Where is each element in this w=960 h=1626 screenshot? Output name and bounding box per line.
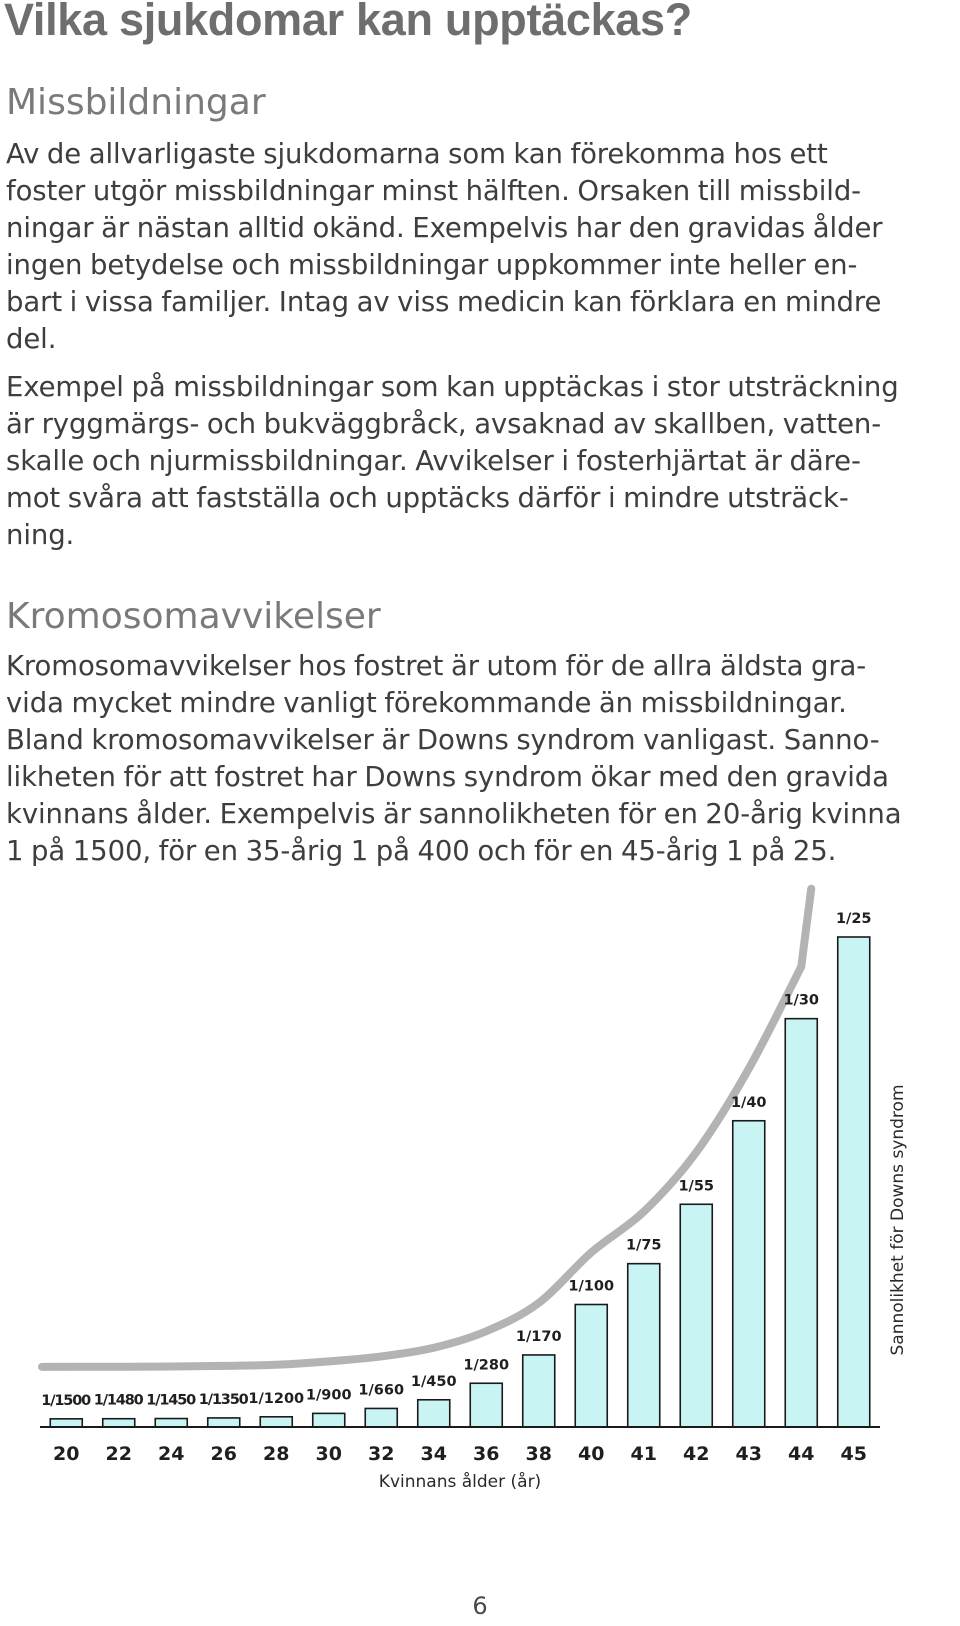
value-label-age-30: 1/900 — [305, 1387, 352, 1404]
bar-age-41 — [628, 1264, 660, 1427]
value-label-age-43: 1/40 — [730, 1094, 767, 1111]
x-tick-label-30: 30 — [315, 1443, 342, 1465]
heading-kromosomavvikelser: Kromosomavvikelser — [6, 596, 381, 637]
value-label-age-28: 1/1200 — [248, 1390, 305, 1407]
text-line: likheten för att fostret har Downs syndrom ökar med den gravida — [6, 761, 889, 793]
value-label-age-22: 1/1480 — [93, 1392, 144, 1409]
x-tick-label-28: 28 — [263, 1443, 290, 1465]
value-label-age-26: 1/1350 — [198, 1391, 249, 1408]
bar-age-24 — [155, 1419, 187, 1427]
text-line: ingen betydelse och missbildningar uppkommer inte heller en- — [6, 249, 858, 281]
bar-age-36 — [470, 1383, 502, 1427]
text-line: Bland kromosomavvikelser är Downs syndrom vanligast. Sanno- — [6, 724, 880, 756]
value-label-age-40: 1/100 — [568, 1278, 615, 1295]
x-axis-label: Kvinnans ålder (år) — [378, 1472, 542, 1492]
text-line: mot svåra att fastställa och upptäcks därför i mindre utsträck- — [6, 482, 849, 514]
text-line: Kromosomavvikelser hos fostret är utom för de allra äldsta gra- — [6, 650, 867, 682]
heading-missbildningar: Missbildningar — [6, 82, 266, 123]
bars-group — [50, 937, 870, 1427]
x-tick-label-45: 45 — [840, 1443, 867, 1465]
text-line: del. — [6, 323, 57, 355]
text-line: vida mycket mindre vanligt förekommande än missbildningar. — [6, 687, 847, 719]
x-tick-label-43: 43 — [735, 1443, 762, 1465]
value-label-age-42: 1/55 — [678, 1178, 715, 1195]
text-line: foster utgör missbildningar minst hälften. Orsaken till missbild- — [6, 175, 862, 207]
paragraph-missbildningar-1 — [6, 136, 956, 358]
paragraph-kromosomavvikelser — [6, 648, 956, 870]
x-tick-label-41: 41 — [630, 1443, 657, 1465]
text-line: Exempel på missbildningar som kan upptäckas i stor utsträckning — [6, 371, 899, 403]
text-line: är ryggmärgs- och bukväggbråck, avsaknad av skallben, vatten- — [6, 408, 882, 440]
bar-age-40 — [575, 1305, 607, 1428]
x-tick-label-22: 22 — [105, 1443, 132, 1465]
x-tick-label-34: 34 — [420, 1443, 447, 1465]
text-line: 1 på 1500, för en 35-årig 1 på 400 och för en 45-årig 1 på 25. — [6, 835, 837, 867]
value-label-age-36: 1/280 — [463, 1357, 510, 1374]
text-line: ningar är nästan alltid okänd. Exempelvis har den gravidas ålder — [6, 212, 883, 244]
bar-age-43 — [733, 1121, 765, 1427]
text-line: Av de allvarligaste sjukdomarna som kan förekomma hos ett — [6, 138, 828, 170]
x-tick-label-24: 24 — [158, 1443, 185, 1465]
text-line: bart i vissa familjer. Intag av viss medicin kan förklara en mindre — [6, 286, 882, 318]
paragraph-missbildningar-2 — [6, 369, 956, 554]
bar-age-45 — [838, 937, 870, 1427]
x-tick-label-42: 42 — [683, 1443, 710, 1465]
bar-age-32 — [365, 1408, 397, 1427]
x-tick-label-36: 36 — [473, 1443, 500, 1465]
value-label-age-34: 1/450 — [410, 1373, 457, 1390]
x-tick-label-26: 26 — [210, 1443, 237, 1465]
bar-age-34 — [418, 1400, 450, 1427]
bar-age-42 — [680, 1204, 712, 1427]
page-number: 6 — [472, 1592, 488, 1620]
bar-age-20 — [50, 1419, 82, 1427]
y-axis-label: Sannolikhet för Downs syndrom — [888, 1084, 908, 1356]
x-tick-label-20: 20 — [53, 1443, 80, 1465]
page-title: Vilka sjukdomar kan upptäckas? — [4, 0, 692, 45]
x-tick-label-44: 44 — [788, 1443, 815, 1465]
text-line: ning. — [6, 519, 75, 551]
x-tick-label-32: 32 — [368, 1443, 395, 1465]
value-label-age-44: 1/30 — [783, 992, 820, 1009]
value-label-age-20: 1/1500 — [41, 1392, 92, 1409]
text-line: kvinnans ålder. Exempelvis är sannolikheten för en 20-årig kvinna — [6, 798, 902, 830]
bar-age-22 — [103, 1419, 135, 1427]
bar-age-38 — [523, 1355, 555, 1427]
value-label-age-24: 1/1450 — [146, 1392, 197, 1409]
bar-age-28 — [260, 1417, 292, 1427]
value-label-age-38: 1/170 — [515, 1328, 562, 1345]
x-tick-labels-group — [53, 1443, 867, 1465]
downs-syndrome-bar-chart — [0, 911, 960, 1520]
bar-age-44 — [785, 1019, 817, 1427]
bar-age-26 — [208, 1418, 240, 1427]
x-tick-label-40: 40 — [578, 1443, 605, 1465]
value-label-age-41: 1/75 — [625, 1237, 662, 1254]
value-label-age-32: 1/660 — [358, 1382, 405, 1399]
text-line: skalle och njurmissbildningar. Avvikelser i fosterhjärtat är däre- — [6, 445, 861, 477]
x-tick-label-38: 38 — [525, 1443, 552, 1465]
bar-age-30 — [313, 1413, 345, 1427]
value-label-age-45: 1/25 — [835, 911, 872, 927]
